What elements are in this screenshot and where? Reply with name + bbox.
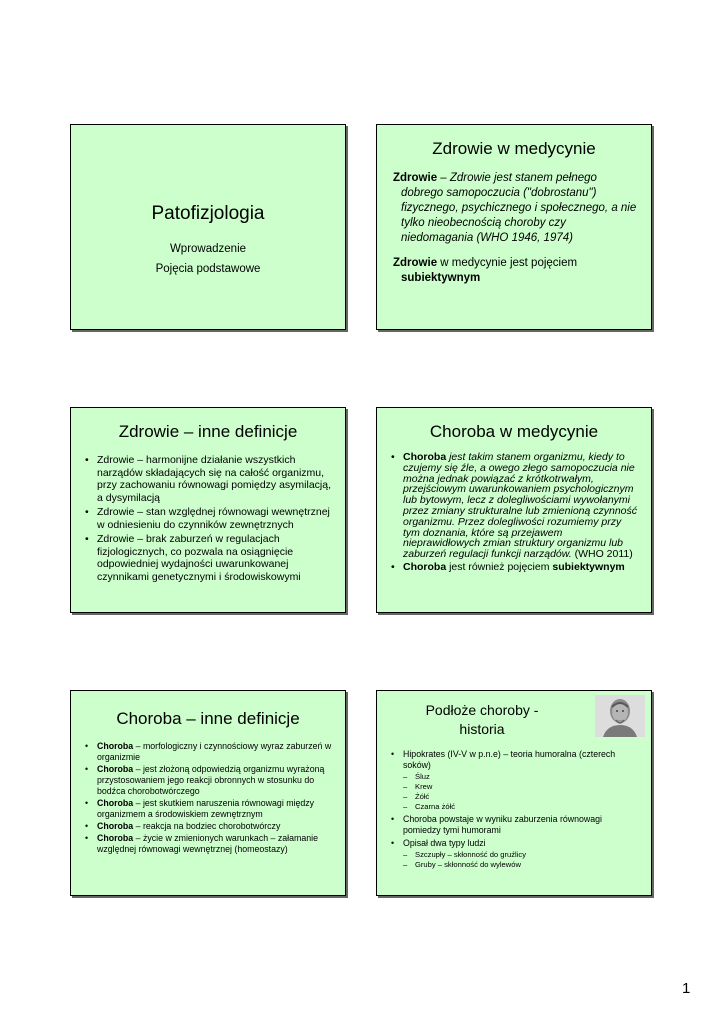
text: Opisał dwa typy ludzi	[403, 838, 486, 848]
slide-heading: Zdrowie w medycynie	[432, 139, 596, 158]
term: Zdrowie	[393, 172, 438, 184]
term: Choroba	[97, 764, 134, 774]
term: Choroba	[97, 798, 134, 808]
text: w medycynie jest pojęciem	[437, 257, 578, 269]
term: Choroba	[403, 451, 447, 463]
health-definition	[393, 171, 639, 246]
list-item	[85, 741, 335, 763]
list-item	[85, 764, 335, 797]
health-subjective	[393, 256, 639, 286]
bullet-list	[377, 749, 651, 870]
term: Choroba	[97, 833, 134, 843]
bold-word: subiektywnym	[552, 560, 625, 573]
page-number: 1	[682, 980, 691, 997]
sub-item: – Śluz	[403, 772, 641, 782]
source: (WHO 2011)	[571, 548, 633, 561]
slide-disease-in-medicine	[376, 407, 652, 613]
definition-text: jest takim stanem organizmu, kiedy to czujemy się źle, a owego złego samopoczucia nie można jednak powiązać z krótkotrwałym, przejściowym uwarunkowaniem psychologicznym lub bytowym, lecz z dolegliwościami wywołanymi przez zmiany strukturalne lub zmienioną czynność organizmu. Przez dolegliwości rozumiemy przy tym doznania, które są przejawem nieprawidłowych zmian struktury organizmu lub zaburzeń regulacji funkcji narządów.	[403, 451, 638, 561]
bullet-list	[71, 454, 345, 583]
list-item: • Choroba powstaje w wyniku zaburzenia równowagi pomiedzy tymi humorami	[391, 814, 641, 836]
slide-body	[377, 171, 651, 286]
list-item: • Zdrowie – brak zaburzeń w regulacjach fizjologicznych, co pozwala na osiągnięcie odpowiedniej wydajności uwarunkowanej czynnikami genetycznymi i środowiskowymi	[85, 533, 335, 583]
definition-text: Zdrowie jest stanem pełnego dobrego samopoczucia ("dobrostanu") fizycznego, psychicznego i społecznego, a nie tylko nieobecnością choroby czy niedomagania (WHO 1946, 1974)	[401, 172, 637, 244]
list-item	[391, 452, 641, 560]
list-item	[85, 821, 335, 832]
heading-line: Podłoże choroby -	[425, 702, 539, 718]
sub-item: – Krew	[403, 782, 641, 792]
slide-title-heading: Patofizjologia	[151, 203, 265, 224]
sub-list	[403, 772, 641, 812]
text: – reakcja na bodziec chorobotwórczy	[133, 821, 281, 831]
term: Choroba	[97, 741, 134, 751]
bold-word: subiektywnym	[401, 272, 481, 284]
sub-item: – Gruby – skłonność do wylewów	[403, 860, 641, 870]
subtitle-basic-concepts: Pojęcia podstawowe	[155, 263, 261, 275]
dash: –	[437, 172, 450, 184]
slide-heading: Choroba – inne definicje	[116, 709, 300, 728]
sub-item: – Czarna żółć	[403, 802, 641, 812]
list-item	[391, 749, 641, 812]
text: Hipokrates (IV-V w p.n.e) – teoria humoralna (czterech soków)	[403, 749, 616, 770]
text: – jest skutkiem naruszenia równowagi między organizmem a środowiskiem zewnętrznym	[97, 798, 315, 819]
slide-title	[70, 124, 346, 330]
list-item	[85, 833, 335, 855]
slide-disease-other-definitions	[70, 690, 346, 896]
bullet-list	[71, 741, 345, 855]
subtitle-introduction: Wprowadzenie	[169, 243, 247, 255]
sub-item: – Szczupły – skłonność do gruźlicy	[403, 850, 641, 860]
heading-line: historia	[459, 721, 505, 737]
list-item	[391, 838, 641, 870]
slide-heading: Zdrowie – inne definicje	[118, 422, 298, 441]
hippocrates-portrait-icon	[595, 695, 645, 737]
list-item: • Zdrowie – harmonijne działanie wszystkich narządów składających się na całość organizmu, przy zachowaniu równowagi pomiędzy asymilacją, a dysymilacją	[85, 454, 335, 504]
text: jest również pojęciem	[446, 560, 553, 573]
bullet-list	[377, 452, 651, 573]
text: – morfologiczny i czynnościowy wyraz zaburzeń w organizmie	[97, 741, 332, 762]
slide-heading: Choroba w medycynie	[429, 422, 599, 441]
sub-list	[403, 850, 641, 870]
list-item	[85, 798, 335, 820]
slide-heading	[377, 701, 587, 739]
text: – jest złożoną odpowiedzią organizmu wyrażoną przystosowaniem jego reakcji obronnych w stosunku do bodźca chorobotwórczego	[97, 764, 325, 796]
slide-health-in-medicine	[376, 124, 652, 330]
list-item: • Zdrowie – stan względnej równowagi wewnętrznej w odniesieniu do czynników zewnętrznych	[85, 506, 335, 531]
term: Zdrowie	[393, 257, 438, 269]
term: Choroba	[403, 560, 447, 573]
list-item	[391, 562, 641, 573]
term: Choroba	[97, 821, 134, 831]
slide-health-other-definitions	[70, 407, 346, 613]
slide-disease-history	[376, 690, 652, 896]
sub-item: – Żółć	[403, 792, 641, 802]
text: – życie w zmienionych warunkach – załamanie względnej równowagi wewnętrznej (homeostazy)	[97, 833, 318, 854]
